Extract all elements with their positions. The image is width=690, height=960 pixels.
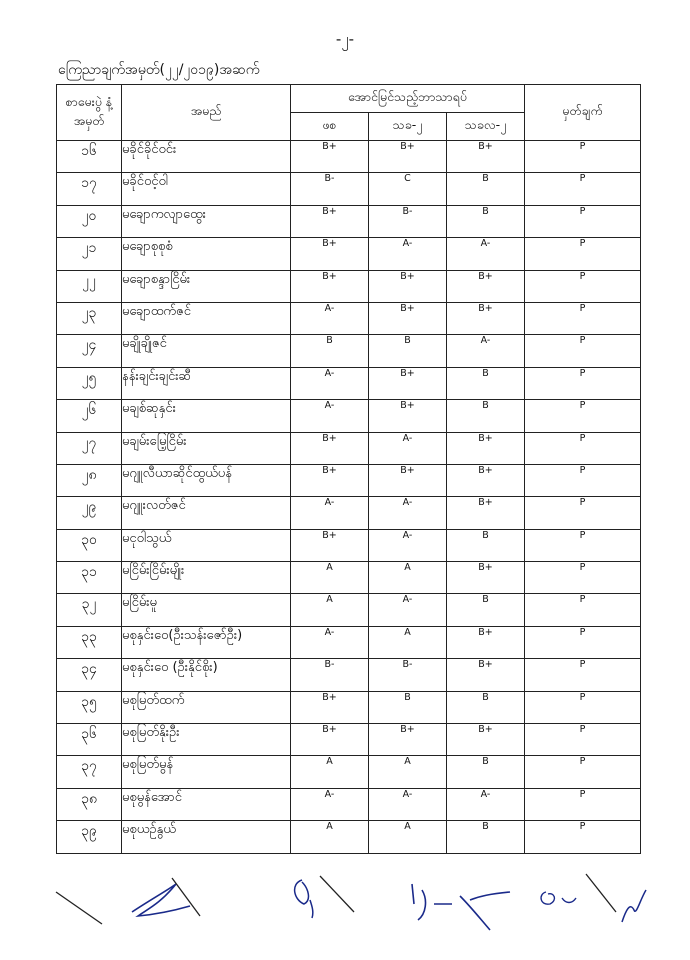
grade-subject-3-cell: B+: [447, 497, 525, 529]
roll-number-cell: ၂၆: [57, 400, 122, 432]
grade-subject-3-cell: B+: [447, 302, 525, 334]
table-row: [57, 335, 641, 367]
table-row: [57, 432, 641, 464]
grade-subject-3-cell: A-: [447, 335, 525, 367]
table-row: [57, 691, 641, 723]
grade-subject-2-cell: A: [369, 821, 447, 853]
grade-subject-1-cell: A-: [291, 788, 369, 820]
table-row: [57, 270, 641, 302]
signature-stroke: [56, 892, 102, 924]
grade-subject-1-cell: B+: [291, 432, 369, 464]
remark-cell: P: [525, 691, 641, 723]
student-name-cell: မချောကလျာထွေး: [122, 205, 291, 237]
header-remark: မှတ်ချက်: [525, 85, 641, 141]
grade-subject-3-cell: B+: [447, 659, 525, 691]
grade-subject-2-cell: B-: [369, 205, 447, 237]
student-name-cell: မစုယဉ်နွယ်: [122, 821, 291, 853]
signature-2: [295, 880, 313, 918]
student-name-cell: မစုနှင်းဝေ(ဦးသန်းဇော်ဦး): [122, 626, 291, 658]
roll-number-cell: ၂၃: [57, 302, 122, 334]
grade-subject-2-cell: B+: [369, 302, 447, 334]
grade-subject-3-cell: B: [447, 691, 525, 723]
signature-4: [541, 892, 576, 904]
student-name-cell: မခိုင်ခိုင်ဝင်း: [122, 141, 291, 173]
grade-subject-1-cell: A-: [291, 626, 369, 658]
grade-subject-3-cell: B: [447, 367, 525, 399]
grade-subject-1-cell: B+: [291, 529, 369, 561]
student-name-cell: မဂျူးလတ်ဇင်: [122, 497, 291, 529]
grade-subject-2-cell: B+: [369, 724, 447, 756]
roll-number-cell: ၁၆: [57, 141, 122, 173]
grade-subject-1-cell: A-: [291, 400, 369, 432]
grade-subject-1-cell: A: [291, 821, 369, 853]
table-row: [57, 821, 641, 853]
table-row: [57, 400, 641, 432]
grade-subject-2-cell: A: [369, 756, 447, 788]
remark-cell: P: [525, 302, 641, 334]
remark-cell: P: [525, 270, 641, 302]
remark-cell: P: [525, 724, 641, 756]
grade-subject-1-cell: A-: [291, 497, 369, 529]
grade-subject-3-cell: B+: [447, 464, 525, 496]
roll-number-cell: ၂၇: [57, 432, 122, 464]
grade-subject-3-cell: B+: [447, 562, 525, 594]
grade-subject-1-cell: A-: [291, 367, 369, 399]
results-table: [56, 84, 641, 854]
grade-subject-2-cell: A: [369, 626, 447, 658]
roll-number-cell: ၃၃: [57, 626, 122, 658]
grade-subject-3-cell: A-: [447, 788, 525, 820]
table-row: [57, 497, 641, 529]
grade-subject-3-cell: B: [447, 821, 525, 853]
roll-number-cell: ၂၈: [57, 464, 122, 496]
remark-cell: P: [525, 464, 641, 496]
header-subject-3: သခလ-၂: [447, 113, 525, 141]
table-row: [57, 367, 641, 399]
table-row: [57, 562, 641, 594]
remark-cell: P: [525, 659, 641, 691]
roll-number-cell: ၃၀: [57, 529, 122, 561]
grade-subject-1-cell: B+: [291, 238, 369, 270]
table-row: [57, 529, 641, 561]
signature-stroke: [320, 876, 354, 912]
table-body: [57, 141, 641, 854]
student-name-cell: မငြိမ်းမူ: [122, 594, 291, 626]
grade-subject-1-cell: A-: [291, 302, 369, 334]
table-row: [57, 626, 641, 658]
student-name-cell: နန်းချင်းချင်းဆီ: [122, 367, 291, 399]
remark-cell: P: [525, 626, 641, 658]
grade-subject-2-cell: A-: [369, 529, 447, 561]
remark-cell: P: [525, 594, 641, 626]
roll-number-cell: ၃၅: [57, 691, 122, 723]
student-name-cell: မစုမြတ်မွန်: [122, 756, 291, 788]
grade-subject-3-cell: B: [447, 756, 525, 788]
student-name-cell: မချိုချိုဇင်: [122, 335, 291, 367]
table-row: [57, 141, 641, 173]
student-name-cell: မချောစန္ဒာငြိမ်း: [122, 270, 291, 302]
roll-number-cell: ၁၇: [57, 173, 122, 205]
table-row: [57, 756, 641, 788]
announcement-heading: ကြေညာချက်အမှတ်(၂၂/၂၀၁၉)အဆက်: [58, 62, 260, 78]
student-name-cell: မစုနှင်းဝေ (ဦးနိုင်စိုး): [122, 659, 291, 691]
grade-subject-3-cell: A-: [447, 238, 525, 270]
header-name: အမည်: [122, 85, 291, 141]
remark-cell: P: [525, 367, 641, 399]
grade-subject-2-cell: B-: [369, 659, 447, 691]
remark-cell: P: [525, 788, 641, 820]
student-name-cell: မချမ်းမြေ့ငြိမ်း: [122, 432, 291, 464]
signature-stroke: [586, 874, 616, 912]
remark-cell: P: [525, 529, 641, 561]
signature-1: [132, 884, 190, 916]
student-name-cell: မငုဝါသွယ်: [122, 529, 291, 561]
remark-cell: P: [525, 141, 641, 173]
signatures: [50, 870, 650, 940]
roll-number-cell: ၃၁: [57, 562, 122, 594]
student-name-cell: မစုမြတ်ထက်: [122, 691, 291, 723]
grade-subject-2-cell: B+: [369, 270, 447, 302]
roll-number-cell: ၃၄: [57, 659, 122, 691]
grade-subject-3-cell: B: [447, 529, 525, 561]
grade-subject-2-cell: A-: [369, 497, 447, 529]
grade-subject-3-cell: B+: [447, 270, 525, 302]
remark-cell: P: [525, 497, 641, 529]
grade-subject-3-cell: B: [447, 173, 525, 205]
grade-subject-1-cell: B+: [291, 205, 369, 237]
grade-subject-1-cell: B+: [291, 141, 369, 173]
grade-subject-3-cell: B+: [447, 724, 525, 756]
roll-number-cell: ၃၇: [57, 756, 122, 788]
table-row: [57, 594, 641, 626]
table-row: [57, 724, 641, 756]
student-name-cell: မစုမြတ်နိုးဦး: [122, 724, 291, 756]
roll-number-cell: ၃၆: [57, 724, 122, 756]
remark-cell: P: [525, 821, 641, 853]
student-name-cell: မဂျူလီယာဆိုင်ထွယ်ပန်: [122, 464, 291, 496]
table-row: [57, 302, 641, 334]
roll-number-cell: ၂၂: [57, 270, 122, 302]
table-row: [57, 173, 641, 205]
grade-subject-1-cell: A: [291, 756, 369, 788]
signature-3: [412, 884, 510, 930]
grade-subject-2-cell: B: [369, 335, 447, 367]
grade-subject-3-cell: B: [447, 594, 525, 626]
student-name-cell: မခိုင်ဝင့်ဝါ: [122, 173, 291, 205]
table-row: [57, 464, 641, 496]
roll-number-cell: ၂၉: [57, 497, 122, 529]
grade-subject-2-cell: A-: [369, 788, 447, 820]
grade-subject-3-cell: B: [447, 205, 525, 237]
remark-cell: P: [525, 432, 641, 464]
roll-number-cell: ၂၄: [57, 335, 122, 367]
signature-marks: [50, 870, 650, 940]
remark-cell: P: [525, 335, 641, 367]
grade-subject-1-cell: B-: [291, 659, 369, 691]
grade-subject-3-cell: B+: [447, 141, 525, 173]
student-name-cell: မချောထက်ဇင်: [122, 302, 291, 334]
header-subject-2: သခ-၂: [369, 113, 447, 141]
page-number: -၂-: [335, 30, 355, 48]
header-subject-1: ဖစ: [291, 113, 369, 141]
grade-subject-2-cell: C: [369, 173, 447, 205]
roll-number-cell: ၂၀: [57, 205, 122, 237]
roll-number-cell: ၃၈: [57, 788, 122, 820]
student-name-cell: မချောစုစုစံ: [122, 238, 291, 270]
roll-number-cell: ၂၅: [57, 367, 122, 399]
grade-subject-1-cell: B: [291, 335, 369, 367]
student-name-cell: မစုမွန်အောင်: [122, 788, 291, 820]
remark-cell: P: [525, 238, 641, 270]
roll-number-cell: ၃၉: [57, 821, 122, 853]
grade-subject-1-cell: B-: [291, 173, 369, 205]
table-row: [57, 238, 641, 270]
remark-cell: P: [525, 562, 641, 594]
grade-subject-3-cell: B+: [447, 432, 525, 464]
header-subjects-passed: အောင်မြင်သည့်ဘာသာရပ်: [291, 85, 525, 113]
grade-subject-1-cell: B+: [291, 691, 369, 723]
grade-subject-2-cell: B: [369, 691, 447, 723]
grade-subject-2-cell: A-: [369, 238, 447, 270]
table-row: [57, 205, 641, 237]
grade-subject-1-cell: B+: [291, 270, 369, 302]
table-row: [57, 788, 641, 820]
grade-subject-1-cell: B+: [291, 464, 369, 496]
roll-number-cell: ၂၁: [57, 238, 122, 270]
grade-subject-2-cell: B+: [369, 141, 447, 173]
grade-subject-2-cell: A-: [369, 594, 447, 626]
header-roll-no: စာမေးပွဲ နံ့အမှတ်: [57, 85, 122, 141]
grade-subject-2-cell: A-: [369, 432, 447, 464]
remark-cell: P: [525, 400, 641, 432]
student-name-cell: မချစ်ဆုနှင်း: [122, 400, 291, 432]
grade-subject-2-cell: B+: [369, 367, 447, 399]
student-name-cell: မငြိမ်းငြိမ်းမျိုး: [122, 562, 291, 594]
roll-number-cell: ၃၂: [57, 594, 122, 626]
remark-cell: P: [525, 205, 641, 237]
grade-subject-2-cell: B+: [369, 464, 447, 496]
grade-subject-1-cell: B+: [291, 724, 369, 756]
signature-5: [622, 890, 646, 922]
table-row: [57, 659, 641, 691]
grade-subject-3-cell: B: [447, 400, 525, 432]
grade-subject-1-cell: A: [291, 594, 369, 626]
grade-subject-2-cell: A: [369, 562, 447, 594]
grade-subject-1-cell: A: [291, 562, 369, 594]
grade-subject-2-cell: B+: [369, 400, 447, 432]
grade-subject-3-cell: B+: [447, 626, 525, 658]
remark-cell: P: [525, 756, 641, 788]
remark-cell: P: [525, 173, 641, 205]
